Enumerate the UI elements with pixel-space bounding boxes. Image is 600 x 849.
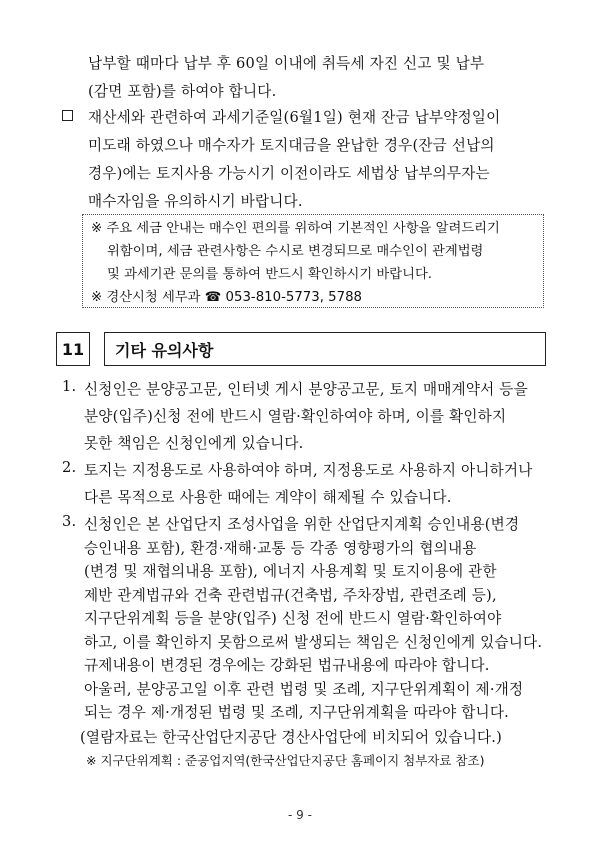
- item-1-line-1: 신청인은 분양공고문, 인터넷 게시 분양공고문, 토지 매매계약서 등을: [84, 381, 528, 398]
- page-number: - 9 -: [288, 808, 312, 822]
- section-number: 11: [56, 332, 90, 366]
- item-1-line-3: 못한 책임은 신청인에게 있습니다.: [84, 435, 304, 452]
- notice-line-2: 위함이며, 세금 관련사항은 수시로 변경되므로 매수인이 관계법령: [107, 244, 484, 259]
- item-3-line-6: 하고, 이를 확인하지 못함으로써 발생되는 책임은 신청인에게 있습니다.: [84, 633, 543, 651]
- property-tax-line-3: 경우)에는 토지사용 가능시기 이전이라도 세법상 납부의무자는: [88, 165, 490, 182]
- square-bullet-icon: [62, 110, 73, 121]
- item-3-line-1: 신청인은 본 산업단지 조성사업을 위한 산업단지계획 승인내용(변경: [84, 516, 520, 533]
- item-3-line-2: 승인내용 포함), 환경·재해·교통 등 각종 영향평가의 협의내용: [84, 539, 477, 557]
- item-1-number: 1.: [62, 378, 77, 395]
- notice-line-contact: ※ 경산시청 세무과 ☎ 053-810-5773, 5788: [91, 290, 363, 305]
- item-3-line-4: 제반 관계법규와 건축 관련법규(건축법, 주차장법, 관련조례 등),: [84, 586, 497, 604]
- item-3-line-7: 규제내용이 변경된 경우에는 강화된 법규내용에 따라야 합니다.: [84, 657, 490, 674]
- property-tax-line-4: 매수자임을 유의하시기 바랍니다.: [88, 193, 303, 210]
- item-3-line-8: 아울러, 분양공고일 이후 관련 법령 및 조례, 지구단위계획이 제·개정: [84, 680, 524, 698]
- notice-line-1: ※ 주요 세금 안내는 매수인 편의를 위하여 기본적인 사항을 알려드리기: [91, 221, 500, 236]
- notice-line-3: 및 과세기관 문의를 통하여 반드시 확인하시기 바랍니다.: [107, 267, 433, 282]
- property-tax-line-1: 재산세와 관련하여 과세기준일(6월1일) 현재 잔금 납부약정일이: [88, 109, 501, 126]
- property-tax-line-2: 미도래 하였으나 매수자가 토지대금을 완납한 경우(잔금 선납의: [88, 137, 495, 154]
- intro-line-2: (감면 포함)를 하여야 합니다.: [88, 83, 277, 100]
- item-3-number: 3.: [62, 513, 77, 530]
- footnote: ※ 지구단위계획 : 준공업지역(한국산업단지공단 홈페이지 첨부자료 참조): [86, 753, 485, 768]
- item-3-line-9: 되는 경우 제·개정된 법령 및 조례, 지구단위계획을 따라야 합니다.: [84, 704, 509, 721]
- item-3-line-3: (변경 및 재협의내용 포함), 에너지 사용계획 및 토지이용에 관한: [84, 563, 497, 580]
- item-3-line-5: 지구단위계획 등을 분양(입주) 신청 전에 반드시 열람·확인하여야: [84, 610, 502, 627]
- section-title: 기타 유의사항: [104, 332, 546, 366]
- item-3-line-10: (열람자료는 한국산업단지공단 경산사업단에 비치되어 있습니다.): [80, 729, 503, 746]
- intro-line-1: 납부할 때마다 납부 후 60일 이내에 취득세 자진 신고 및 납부: [88, 55, 485, 72]
- tax-notice-box: [82, 214, 544, 308]
- item-2-line-2: 다른 목적으로 사용한 때에는 계약이 해제될 수 있습니다.: [84, 489, 452, 506]
- item-1-line-2: 분양(입주)신청 전에 반드시 열람·확인하여야 하며, 이를 확인하지: [84, 408, 507, 425]
- item-2-number: 2.: [62, 459, 77, 476]
- item-2-line-1: 토지는 지정용도로 사용하여야 하며, 지정용도로 사용하지 아니하거나: [84, 462, 533, 479]
